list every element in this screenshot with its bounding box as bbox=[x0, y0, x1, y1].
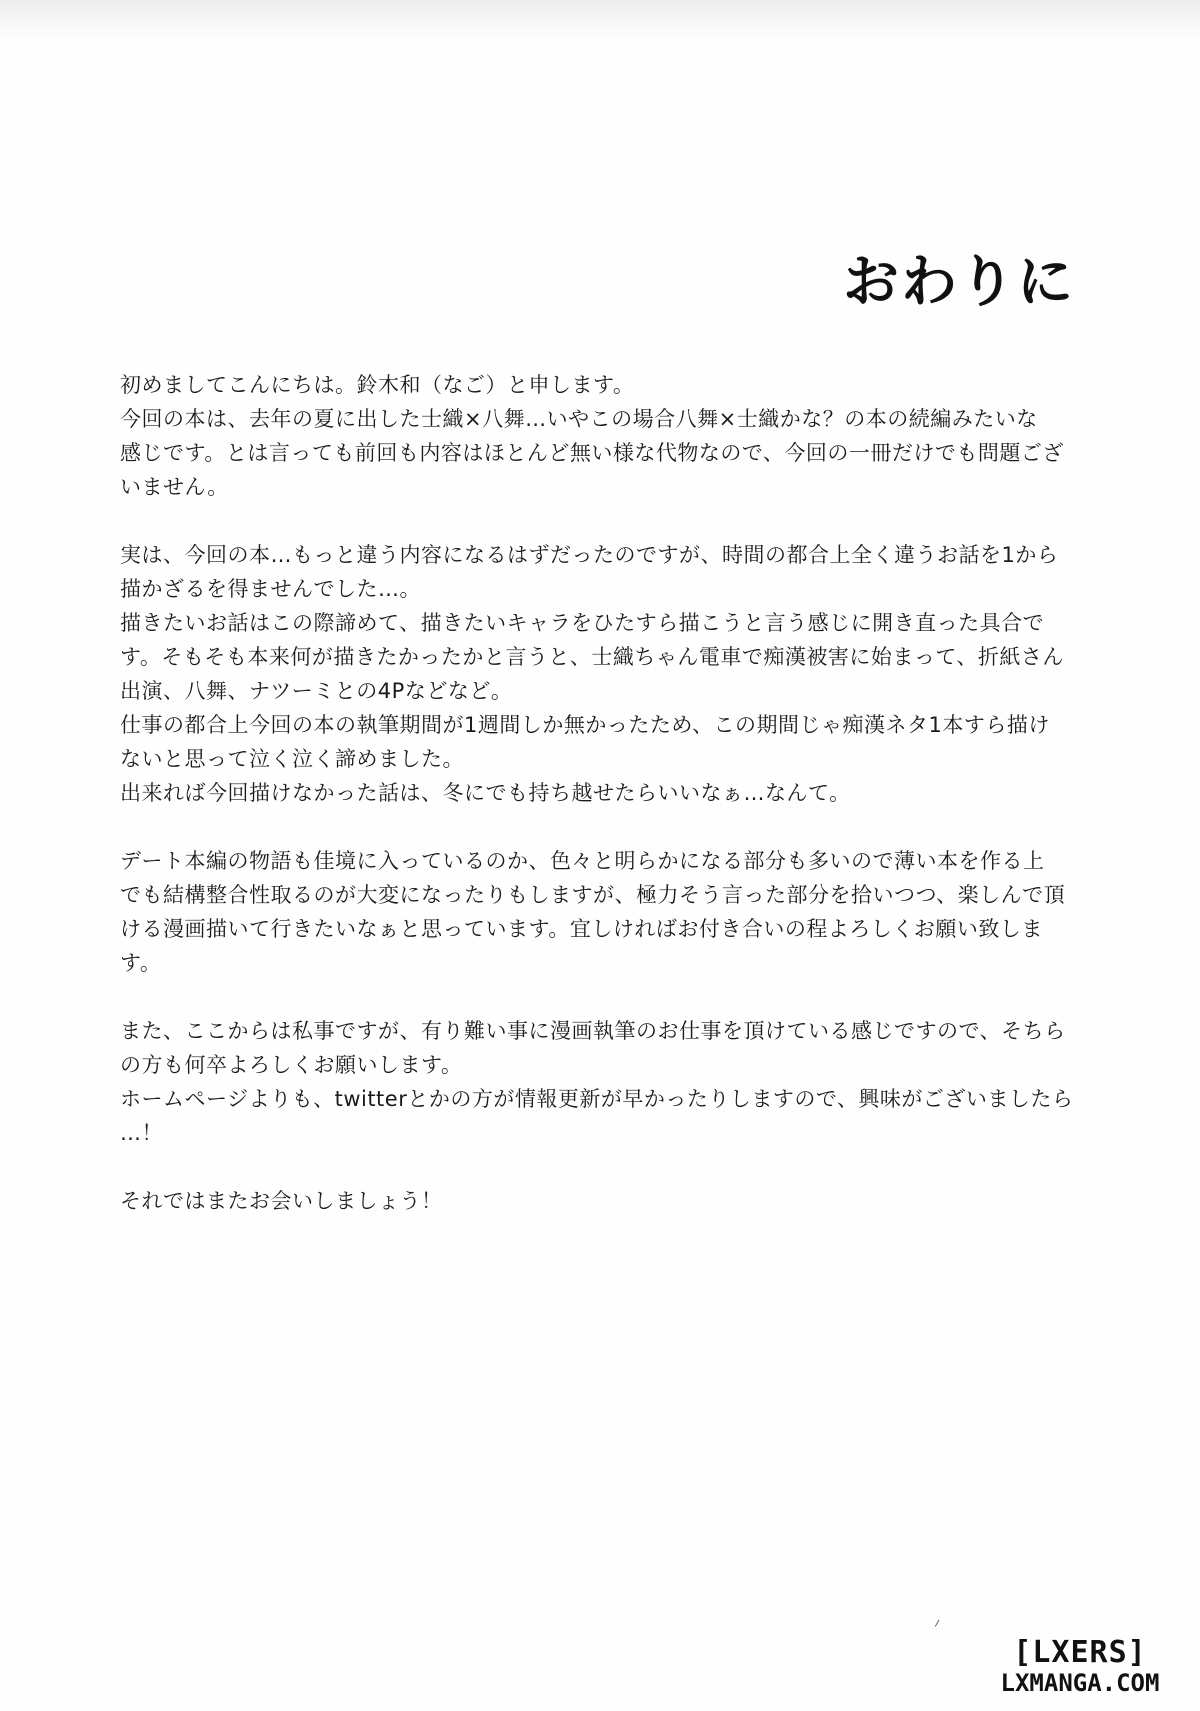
watermark-group: [LXERS] bbox=[1013, 1635, 1147, 1670]
watermark-site: LXMANGA.COM bbox=[1000, 1669, 1160, 1697]
text-line: それではまたお会いしましょう！ bbox=[120, 1189, 443, 1213]
text-line: 実は、今回の本…もっと違う内容になるはずだったのですが、時間の都合上全く違うお話を1から bbox=[120, 543, 1059, 567]
text-line: 描きたいお話はこの際諦めて、描きたいキャラをひたすら描こうと言う感じに開き直った具合で bbox=[120, 611, 1045, 635]
text-line: 出来れば今回描けなかった話は、冬にでも持ち越せたらいいなぁ…なんて。 bbox=[120, 781, 851, 805]
pen-mark: ⸝ bbox=[929, 1609, 943, 1630]
site-watermark bbox=[974, 1637, 1186, 1697]
text-line: の方も何卒よろしくお願いします。 bbox=[120, 1053, 463, 1077]
text-line: ホームページよりも、twitterとかの方が情報更新が早かったりしますので、興味がございましたら bbox=[120, 1087, 1074, 1111]
text-line: 描かざるを得ませんでした…。 bbox=[120, 577, 421, 601]
text-line: 仕事の都合上今回の本の執筆期間が1週間しか無かったため、この期間じゃ痴漢ネタ1本すら描け bbox=[120, 713, 1050, 737]
text-line: 感じです。とは言っても前回も内容はほとんど無い様な代物なので、今回の一冊だけでも問題ござ bbox=[120, 441, 1064, 465]
text-line: 出演、八舞、ナツーミとの4Pなどなど。 bbox=[120, 679, 513, 703]
text-line: また、ここからは私事ですが、有り難い事に漫画執筆のお仕事を頂けている感じですので、そちら bbox=[120, 1019, 1066, 1043]
paragraph bbox=[120, 538, 1080, 810]
afterword-body bbox=[120, 368, 1080, 1252]
text-line: 初めましてこんにちは。鈴木和（なご）と申します。 bbox=[120, 373, 635, 397]
text-line: いません。 bbox=[120, 475, 229, 499]
text-line: ける漫画描いて行きたいなぁと思っています。宜しければお付き合いの程よろしくお願い致しま bbox=[120, 917, 1043, 941]
scan-edge bbox=[0, 0, 1200, 40]
page-heading: おわりに bbox=[843, 250, 1075, 315]
text-line: す。そもそも本来何が描きたかったかと言うと、士織ちゃん電車で痴漢被害に始まって、折紙さん bbox=[120, 645, 1064, 669]
paragraph bbox=[120, 1014, 1080, 1150]
text-line: ないと思って泣く泣く諦めました。 bbox=[120, 747, 464, 771]
text-line: でも結構整合性取るのが大変になったりもしますが、極力そう言った部分を拾いつつ、楽しんで頂 bbox=[120, 883, 1066, 907]
paragraph bbox=[120, 844, 1080, 980]
text-line: …！ bbox=[120, 1121, 163, 1145]
text-line: デート本編の物語も佳境に入っているのか、色々と明らかになる部分も多いので薄い本を作る上 bbox=[120, 849, 1045, 873]
paragraph bbox=[120, 1184, 1080, 1218]
paragraph bbox=[120, 368, 1080, 504]
text-line: 今回の本は、去年の夏に出した士織×八舞…いやこの場合八舞×士織かな？の本の続編みたいな bbox=[120, 407, 1038, 431]
text-line: す。 bbox=[120, 951, 162, 975]
